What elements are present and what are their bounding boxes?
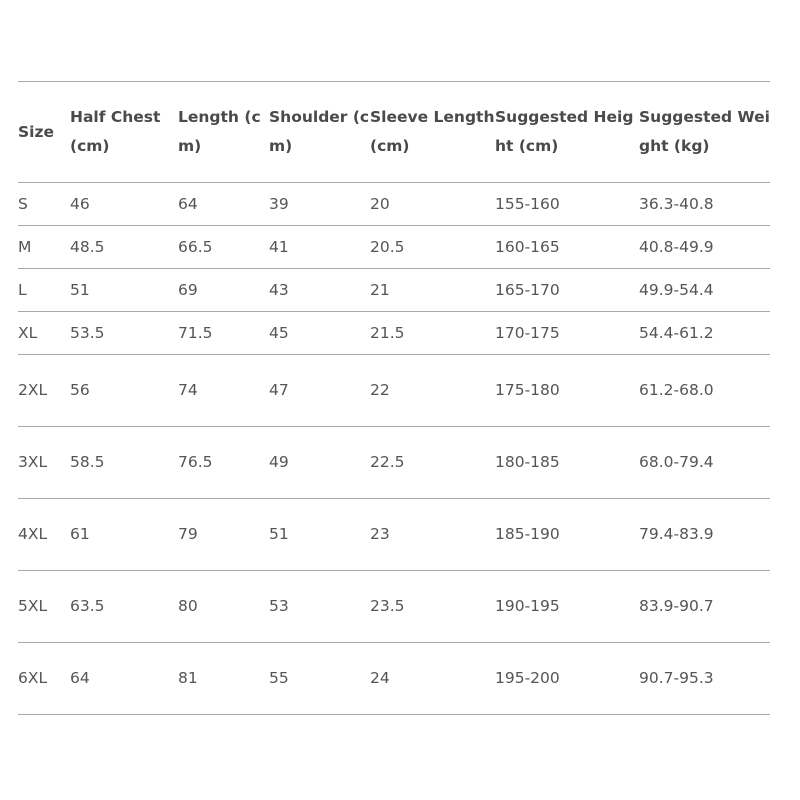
cell-length: 81 [178, 643, 269, 715]
cell-size: 4XL [18, 499, 70, 571]
cell-length: 66.5 [178, 226, 269, 269]
cell-shoulder: 47 [269, 355, 370, 427]
cell-half-chest: 48.5 [70, 226, 178, 269]
cell-suggested-height: 185-190 [495, 499, 639, 571]
header-length: Length (cm) [178, 82, 269, 183]
size-chart-header [18, 82, 770, 183]
cell-length: 79 [178, 499, 269, 571]
cell-length: 69 [178, 269, 269, 312]
cell-shoulder: 53 [269, 571, 370, 643]
cell-suggested-weight: 79.4-83.9 [639, 499, 770, 571]
header-half-chest: Half Chest (cm) [70, 82, 178, 183]
cell-half-chest: 46 [70, 183, 178, 226]
cell-half-chest: 64 [70, 643, 178, 715]
cell-size: 5XL [18, 571, 70, 643]
table-row [18, 226, 770, 269]
cell-shoulder: 45 [269, 312, 370, 355]
cell-length: 76.5 [178, 427, 269, 499]
cell-suggested-weight: 54.4-61.2 [639, 312, 770, 355]
cell-suggested-height: 175-180 [495, 355, 639, 427]
header-size: Size [18, 82, 70, 183]
cell-sleeve-length: 24 [370, 643, 495, 715]
table-row [18, 269, 770, 312]
cell-sleeve-length: 23 [370, 499, 495, 571]
cell-length: 74 [178, 355, 269, 427]
cell-size: 6XL [18, 643, 70, 715]
table-row [18, 312, 770, 355]
cell-shoulder: 39 [269, 183, 370, 226]
cell-suggested-height: 190-195 [495, 571, 639, 643]
cell-half-chest: 53.5 [70, 312, 178, 355]
table-row [18, 571, 770, 643]
cell-shoulder: 55 [269, 643, 370, 715]
cell-suggested-height: 165-170 [495, 269, 639, 312]
header-row [18, 82, 770, 183]
cell-size: 2XL [18, 355, 70, 427]
cell-suggested-height: 195-200 [495, 643, 639, 715]
cell-suggested-weight: 40.8-49.9 [639, 226, 770, 269]
cell-suggested-height: 155-160 [495, 183, 639, 226]
table-row [18, 355, 770, 427]
size-chart-table [18, 81, 770, 715]
cell-suggested-weight: 61.2-68.0 [639, 355, 770, 427]
table-row [18, 183, 770, 226]
cell-half-chest: 51 [70, 269, 178, 312]
cell-shoulder: 51 [269, 499, 370, 571]
cell-suggested-height: 160-165 [495, 226, 639, 269]
header-suggested-weight: Suggested Weight (kg) [639, 82, 770, 183]
cell-size: S [18, 183, 70, 226]
cell-suggested-weight: 49.9-54.4 [639, 269, 770, 312]
cell-half-chest: 58.5 [70, 427, 178, 499]
cell-sleeve-length: 20 [370, 183, 495, 226]
cell-sleeve-length: 21 [370, 269, 495, 312]
cell-suggested-weight: 68.0-79.4 [639, 427, 770, 499]
cell-length: 80 [178, 571, 269, 643]
cell-suggested-height: 170-175 [495, 312, 639, 355]
cell-suggested-height: 180-185 [495, 427, 639, 499]
cell-suggested-weight: 36.3-40.8 [639, 183, 770, 226]
table-row [18, 643, 770, 715]
cell-suggested-weight: 83.9-90.7 [639, 571, 770, 643]
cell-sleeve-length: 23.5 [370, 571, 495, 643]
cell-shoulder: 43 [269, 269, 370, 312]
header-sleeve-length: Sleeve Length (cm) [370, 82, 495, 183]
cell-shoulder: 49 [269, 427, 370, 499]
cell-shoulder: 41 [269, 226, 370, 269]
header-suggested-height: Suggested Height (cm) [495, 82, 639, 183]
cell-sleeve-length: 22 [370, 355, 495, 427]
table-row [18, 427, 770, 499]
cell-sleeve-length: 21.5 [370, 312, 495, 355]
cell-half-chest: 61 [70, 499, 178, 571]
cell-size: 3XL [18, 427, 70, 499]
cell-sleeve-length: 20.5 [370, 226, 495, 269]
cell-half-chest: 56 [70, 355, 178, 427]
size-chart-body [18, 183, 770, 715]
cell-size: XL [18, 312, 70, 355]
cell-size: M [18, 226, 70, 269]
cell-length: 64 [178, 183, 269, 226]
cell-size: L [18, 269, 70, 312]
table-row [18, 499, 770, 571]
cell-suggested-weight: 90.7-95.3 [639, 643, 770, 715]
cell-half-chest: 63.5 [70, 571, 178, 643]
header-shoulder: Shoulder (cm) [269, 82, 370, 183]
cell-sleeve-length: 22.5 [370, 427, 495, 499]
cell-length: 71.5 [178, 312, 269, 355]
